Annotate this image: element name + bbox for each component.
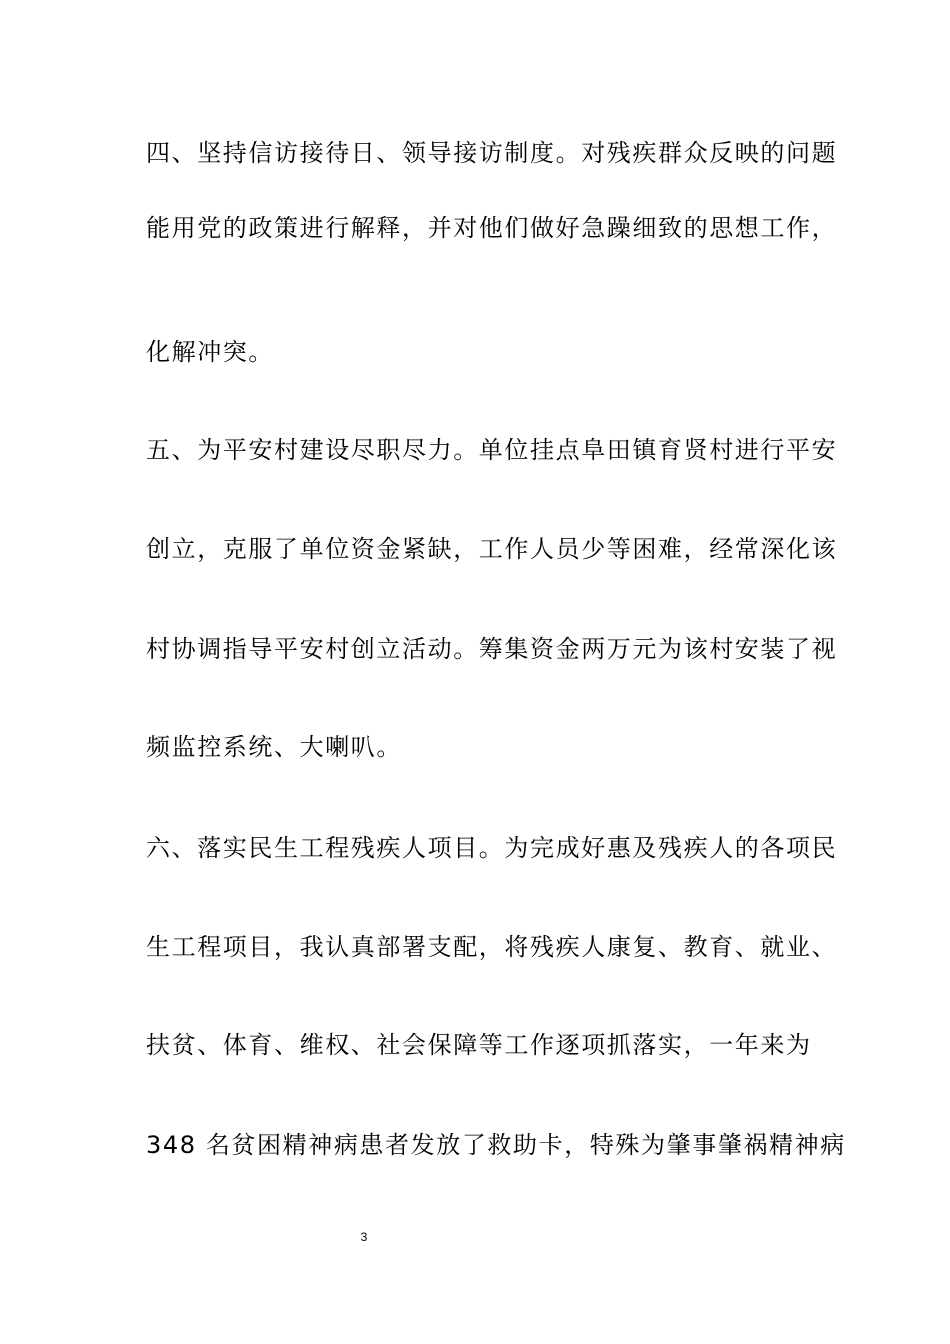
paragraph-4-line-2: 能用党的政策进行解释，并对他们做好急躁细致的思想工作，	[146, 214, 838, 242]
paragraph-4-line-3: 化解冲突。	[146, 338, 274, 366]
paragraph-5-line-3: 村协调指导平安村创立活动。筹集资金两万元为该村安装了视	[146, 635, 838, 663]
paragraph-5-line-2: 创立，克服了单位资金紧缺，工作人员少等困难，经常深化该	[146, 535, 838, 563]
paragraph-5-line-1: 五、为平安村建设尽职尽力。单位挂点阜田镇育贤村进行平安	[146, 436, 838, 464]
paragraph-4-line-1: 四、坚持信访接待日、领导接访制度。对残疾群众反映的问题	[146, 139, 838, 167]
paragraph-5-line-4: 频监控系统、大喇叭。	[146, 733, 402, 761]
paragraph-6-line-1: 六、落实民生工程残疾人项目。为完成好惠及残疾人的各项民	[146, 834, 838, 862]
paragraph-6-line-3: 扶贫、体育、维权、社会保障等工作逐项抓落实，一年来为	[146, 1031, 812, 1059]
paragraph-6-line-4: 348 名贫困精神病患者发放了救助卡，特殊为肇事肇祸精神病	[146, 1131, 846, 1159]
page-number: 3	[360, 1230, 368, 1244]
paragraph-6-line-2: 生工程项目，我认真部署支配，将残疾人康复、教育、就业、	[146, 933, 838, 961]
